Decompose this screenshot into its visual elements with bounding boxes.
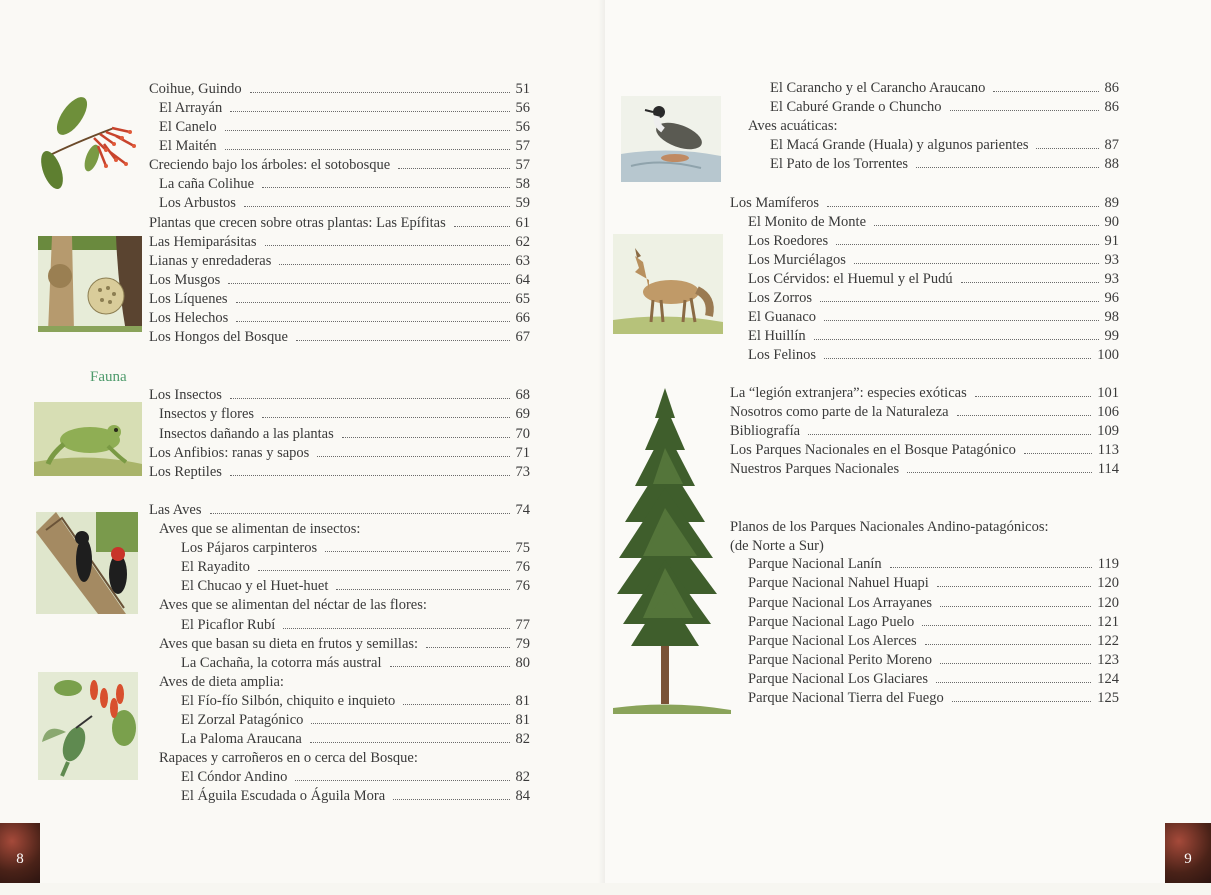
toc-leader-dots <box>957 415 1092 416</box>
toc-entry-page: 123 <box>1097 652 1119 668</box>
toc-entry-page: 76 <box>515 578 530 594</box>
toc-entry <box>159 520 530 539</box>
toc-entry-title: Parque Nacional Perito Moreno <box>748 652 933 668</box>
toc-entry-title: El Macá Grande (Huala) y algunos parientes <box>770 137 1029 153</box>
toc-entry-page: 124 <box>1097 671 1119 687</box>
toc-entry-title: El Cóndor Andino <box>181 769 288 785</box>
toc-entry <box>149 233 530 252</box>
toc-leader-dots <box>808 434 1091 435</box>
toc-leader-dots <box>236 321 509 322</box>
toc-entry <box>748 308 1119 327</box>
toc-leader-dots <box>916 167 1098 168</box>
toc-entry <box>748 689 1119 708</box>
toc-entry <box>159 635 530 654</box>
page-number-right: 9 <box>1165 823 1211 883</box>
toc-entry-title: Los Líquenes <box>149 291 228 307</box>
hummingbird-icon <box>38 672 138 780</box>
toc-entry-title: Parque Nacional Lago Puelo <box>748 614 915 630</box>
toc-entry <box>159 425 530 444</box>
toc-entry-page: 82 <box>515 769 530 785</box>
toc-entry <box>149 501 530 520</box>
frog-icon <box>34 402 142 476</box>
toc-entry-title: Los Musgos <box>149 272 221 288</box>
toc-entry-page: 93 <box>1104 252 1119 268</box>
toc-entry-title: Los Parques Nacionales en el Bosque Patagónico <box>730 442 1016 458</box>
toc-entry-title: El Arrayán <box>159 100 223 116</box>
toc-entry-title: Parque Nacional Lanín <box>748 556 882 572</box>
toc-entry <box>149 156 530 175</box>
toc-entry <box>748 632 1119 651</box>
toc-entry-page: 75 <box>515 540 530 556</box>
toc-entry <box>159 194 530 213</box>
toc-entry <box>159 175 530 194</box>
toc-entry-title: El Caburé Grande o Chuncho <box>770 99 942 115</box>
toc-entry-page: 101 <box>1097 385 1119 401</box>
toc-entry-title: Los Roedores <box>748 233 829 249</box>
toc-entry-page: 57 <box>515 138 530 154</box>
toc-entry-page: 120 <box>1097 575 1119 591</box>
toc-entry-title: Aves acuáticas: <box>748 118 838 134</box>
toc-entry <box>181 768 530 787</box>
toc-entry <box>770 155 1119 174</box>
toc-entry-title: Los Zorros <box>748 290 813 306</box>
toc-entry-page: 62 <box>515 234 530 250</box>
toc-leader-dots <box>398 168 509 169</box>
toc-entry-page: 81 <box>515 693 530 709</box>
toc-leader-dots <box>936 682 1091 683</box>
toc-entry <box>149 290 530 309</box>
toc-entry <box>730 537 1119 556</box>
toc-leader-dots <box>336 589 509 590</box>
toc-leader-dots <box>236 302 510 303</box>
toc-leader-dots <box>854 263 1099 264</box>
toc-entry-page: 109 <box>1097 423 1119 439</box>
toc-entry-page: 87 <box>1104 137 1119 153</box>
toc-entry-title: El Chucao y el Huet-huet <box>181 578 329 594</box>
left-page <box>0 0 605 883</box>
toc-leader-dots <box>975 396 1092 397</box>
toc-leader-dots <box>950 110 1099 111</box>
toc-entry-page: 90 <box>1104 214 1119 230</box>
toc-entry-page: 63 <box>515 253 530 269</box>
toc-leader-dots <box>283 628 509 629</box>
toc-entry-title: Insectos y flores <box>159 406 255 422</box>
toc-entry-page: 61 <box>515 215 530 231</box>
toc-entry-title: Las Hemiparásitas <box>149 234 257 250</box>
toc-entry-page: 56 <box>515 119 530 135</box>
toc-entry <box>181 692 530 711</box>
toc-entry-title: El Picaflor Rubí <box>181 617 276 633</box>
toc-entry <box>149 328 530 347</box>
flowering-branch-icon <box>34 88 142 198</box>
toc-entry-page: 58 <box>515 176 530 192</box>
toc-entry-title: Lianas y enredaderas <box>149 253 272 269</box>
toc-entry <box>748 555 1119 574</box>
toc-entry <box>159 749 530 768</box>
toc-leader-dots <box>262 417 509 418</box>
toc-leader-dots <box>824 358 1091 359</box>
fox-icon <box>613 234 723 334</box>
toc-entry <box>770 136 1119 155</box>
toc-leader-dots <box>1036 148 1098 149</box>
toc-entry-title: La “legión extranjera”: especies exóticas <box>730 385 967 401</box>
toc-leader-dots <box>295 780 509 781</box>
toc-entry-title: La Paloma Araucana <box>181 731 302 747</box>
toc-entry-title: Los Insectos <box>149 387 222 403</box>
toc-entry <box>748 232 1119 251</box>
toc-leader-dots <box>311 723 509 724</box>
toc-entry-title: Creciendo bajo los árboles: el sotobosque <box>149 157 391 173</box>
toc-entry-page: 120 <box>1097 595 1119 611</box>
toc-entry-title: Los Reptiles <box>149 464 222 480</box>
toc-entry <box>159 99 530 118</box>
toc-entry <box>181 730 530 749</box>
toc-entry-page: 121 <box>1097 614 1119 630</box>
toc-entry-page: 125 <box>1097 690 1119 706</box>
toc-entry <box>159 405 530 424</box>
toc-entry <box>149 214 530 233</box>
toc-entry-title: Rapaces y carroñeros en o cerca del Bosque: <box>159 750 418 766</box>
toc-entry-page: 82 <box>515 731 530 747</box>
toc-entry-title: Los Cérvidos: el Huemul y el Pudú <box>748 271 953 287</box>
toc-leader-dots <box>907 472 1092 473</box>
toc-entry <box>748 251 1119 270</box>
toc-entry-page: 84 <box>515 788 530 804</box>
toc-leader-dots <box>325 551 509 552</box>
toc-entry-page: 98 <box>1104 309 1119 325</box>
toc-leader-dots <box>961 282 1099 283</box>
toc-leader-dots <box>827 206 1099 207</box>
toc-entry <box>149 386 530 405</box>
toc-leader-dots <box>814 339 1099 340</box>
toc-entry-title: Parque Nacional Nahuel Huapi <box>748 575 929 591</box>
toc-entry-title: Parque Nacional Los Glaciares <box>748 671 928 687</box>
toc-entry <box>181 654 530 673</box>
toc-entry <box>159 137 530 156</box>
toc-leader-dots <box>454 226 510 227</box>
toc-entry <box>159 596 530 615</box>
toc-leader-dots <box>230 111 509 112</box>
toc-entry-page: 77 <box>515 617 530 633</box>
toc-entry-title: Los Anfibios: ranas y sapos <box>149 445 310 461</box>
toc-leader-dots <box>1024 453 1092 454</box>
toc-leader-dots <box>279 264 509 265</box>
toc-entry <box>149 271 530 290</box>
toc-entry <box>748 594 1119 613</box>
toc-leader-dots <box>390 666 510 667</box>
toc-entry-page: 64 <box>515 272 530 288</box>
toc-entry-title: Parque Nacional Los Arrayanes <box>748 595 933 611</box>
toc-entry-title: Los Helechos <box>149 310 229 326</box>
toc-entry <box>748 670 1119 689</box>
tree-fungus-icon <box>38 236 142 332</box>
toc-entry-page: 56 <box>515 100 530 116</box>
toc-entry-title: Aves que basan su dieta en frutos y semillas: <box>159 636 419 652</box>
toc-entry <box>181 539 530 558</box>
toc-entry <box>748 289 1119 308</box>
toc-entry-title: Los Arbustos <box>159 195 236 211</box>
toc-entry-title: El Monito de Monte <box>748 214 867 230</box>
toc-entry <box>770 98 1119 117</box>
toc-entry <box>159 118 530 137</box>
toc-entry <box>748 574 1119 593</box>
toc-entry <box>748 613 1119 632</box>
toc-entry-page: 66 <box>515 310 530 326</box>
toc-leader-dots <box>925 644 1092 645</box>
toc-entry-title: El Pato de los Torrentes <box>770 156 909 172</box>
toc-leader-dots <box>940 663 1091 664</box>
section-heading-fauna: Fauna <box>90 369 127 385</box>
toc-entry-page: 51 <box>515 81 530 97</box>
toc-entry-title: Nuestros Parques Nacionales <box>730 461 900 477</box>
toc-entry <box>730 460 1119 479</box>
toc-leader-dots <box>225 149 510 150</box>
toc-entry-title: (de Norte a Sur) <box>730 538 824 554</box>
toc-entry-page: 113 <box>1097 442 1119 458</box>
toc-entry-title: El Fío-fío Silbón, chiquito e inquieto <box>181 693 396 709</box>
toc-entry-title: Los Hongos del Bosque <box>149 329 288 345</box>
toc-leader-dots <box>820 301 1098 302</box>
toc-entry-title: Parque Nacional Tierra del Fuego <box>748 690 944 706</box>
toc-leader-dots <box>225 130 510 131</box>
toc-entry-title: El Guanaco <box>748 309 817 325</box>
toc-entry <box>730 194 1119 213</box>
toc-entry-title: Nosotros como parte de la Naturaleza <box>730 404 949 420</box>
toc-entry-page: 70 <box>515 426 530 442</box>
toc-entry-title: El Huillín <box>748 328 806 344</box>
toc-entry-title: Los Felinos <box>748 347 817 363</box>
toc-entry-title: Los Murciélagos <box>748 252 846 268</box>
toc-entry-page: 80 <box>515 655 530 671</box>
toc-entry <box>149 80 530 99</box>
toc-entry-title: El Carancho y el Carancho Araucano <box>770 80 986 96</box>
toc-entry-title: Aves de dieta amplia: <box>159 674 284 690</box>
toc-entry-page: 86 <box>1104 99 1119 115</box>
toc-entry-page: 88 <box>1104 156 1119 172</box>
toc-entry-page: 91 <box>1104 233 1119 249</box>
toc-entry-title: Insectos dañando a las plantas <box>159 426 334 442</box>
toc-leader-dots <box>874 225 1098 226</box>
toc-entry-title: El Águila Escudada o Águila Mora <box>181 788 386 804</box>
toc-entry-page: 89 <box>1104 195 1119 211</box>
toc-entry-title: Aves que se alimentan del néctar de las flores: <box>159 597 427 613</box>
toc-entry-page: 65 <box>515 291 530 307</box>
toc-leader-dots <box>228 283 509 284</box>
page-number-left: 8 <box>0 823 40 883</box>
toc-entry-title: La Cachaña, la cotorra más austral <box>181 655 382 671</box>
toc-entry <box>181 616 530 635</box>
toc-leader-dots <box>296 340 510 341</box>
toc-leader-dots <box>262 187 509 188</box>
toc-leader-dots <box>403 704 509 705</box>
toc-entry-page: 86 <box>1104 80 1119 96</box>
toc-entry <box>770 79 1119 98</box>
toc-leader-dots <box>317 456 509 457</box>
toc-entry-title: Los Pájaros carpinteros <box>181 540 318 556</box>
toc-entry <box>730 384 1119 403</box>
toc-leader-dots <box>244 206 510 207</box>
toc-entry <box>181 558 530 577</box>
toc-entry <box>149 444 530 463</box>
toc-entry-page: 73 <box>515 464 530 480</box>
toc-entry-page: 69 <box>515 406 530 422</box>
woodpecker-icon <box>36 512 138 614</box>
toc-entry-title: Los Mamíferos <box>730 195 819 211</box>
toc-leader-dots <box>940 606 1091 607</box>
toc-entry <box>149 252 530 271</box>
toc-entry <box>181 787 530 806</box>
toc-entry-title: El Maitén <box>159 138 217 154</box>
toc-entry-page: 99 <box>1104 328 1119 344</box>
toc-leader-dots <box>426 647 509 648</box>
toc-entry-page: 122 <box>1097 633 1119 649</box>
toc-entry-page: 93 <box>1104 271 1119 287</box>
toc-entry-title: El Rayadito <box>181 559 250 575</box>
toc-entry-title: Bibliografía <box>730 423 801 439</box>
toc-entry <box>748 346 1119 365</box>
toc-entry <box>181 711 530 730</box>
toc-entry <box>181 577 530 596</box>
toc-leader-dots <box>265 245 510 246</box>
toc-leader-dots <box>258 570 510 571</box>
toc-entry <box>149 463 530 482</box>
toc-entry <box>730 441 1119 460</box>
toc-entry <box>748 213 1119 232</box>
toc-entry <box>730 518 1119 537</box>
toc-leader-dots <box>230 475 510 476</box>
toc-entry <box>730 422 1119 441</box>
toc-entry-page: 71 <box>515 445 530 461</box>
toc-entry <box>748 651 1119 670</box>
toc-entry <box>730 403 1119 422</box>
toc-leader-dots <box>210 513 510 514</box>
toc-leader-dots <box>922 625 1091 626</box>
toc-entry-title: La caña Colihue <box>159 176 255 192</box>
toc-entry-page: 57 <box>515 157 530 173</box>
right-page <box>605 0 1211 883</box>
toc-entry-page: 106 <box>1097 404 1119 420</box>
toc-leader-dots <box>250 92 510 93</box>
water-bird-icon <box>621 96 721 182</box>
toc-entry-page: 100 <box>1097 347 1119 363</box>
toc-entry-page: 114 <box>1097 461 1119 477</box>
toc-entry <box>748 270 1119 289</box>
toc-entry-page: 81 <box>515 712 530 728</box>
toc-leader-dots <box>952 701 1092 702</box>
conifer-tree-icon <box>613 388 731 718</box>
toc-entry-title: Coihue, Guindo <box>149 81 242 97</box>
toc-entry-page: 79 <box>515 636 530 652</box>
toc-leader-dots <box>393 799 509 800</box>
toc-entry-title: Plantas que crecen sobre otras plantas: Las Epífitas <box>149 215 446 231</box>
toc-leader-dots <box>993 91 1098 92</box>
toc-entry-page: 119 <box>1097 556 1119 572</box>
toc-entry-page: 67 <box>515 329 530 345</box>
toc-leader-dots <box>937 586 1091 587</box>
toc-entry-page: 68 <box>515 387 530 403</box>
toc-entry <box>748 327 1119 346</box>
toc-leader-dots <box>310 742 510 743</box>
toc-entry-page: 74 <box>515 502 530 518</box>
toc-leader-dots <box>230 398 510 399</box>
toc-entry-page: 76 <box>515 559 530 575</box>
toc-leader-dots <box>824 320 1098 321</box>
toc-leader-dots <box>342 437 510 438</box>
toc-entry-title: El Zorzal Patagónico <box>181 712 304 728</box>
toc-entry-title: Parque Nacional Los Alerces <box>748 633 917 649</box>
toc-entry-title: El Canelo <box>159 119 217 135</box>
toc-entry <box>149 309 530 328</box>
toc-leader-dots <box>890 567 1092 568</box>
toc-entry-page: 96 <box>1104 290 1119 306</box>
toc-entry-title: Las Aves <box>149 502 202 518</box>
toc-entry <box>748 117 1119 136</box>
toc-entry-page: 59 <box>515 195 530 211</box>
toc-entry-title: Aves que se alimentan de insectos: <box>159 521 361 537</box>
toc-entry <box>159 673 530 692</box>
toc-leader-dots <box>836 244 1098 245</box>
toc-entry-title: Planos de los Parques Nacionales Andino-patagónicos: <box>730 519 1049 535</box>
